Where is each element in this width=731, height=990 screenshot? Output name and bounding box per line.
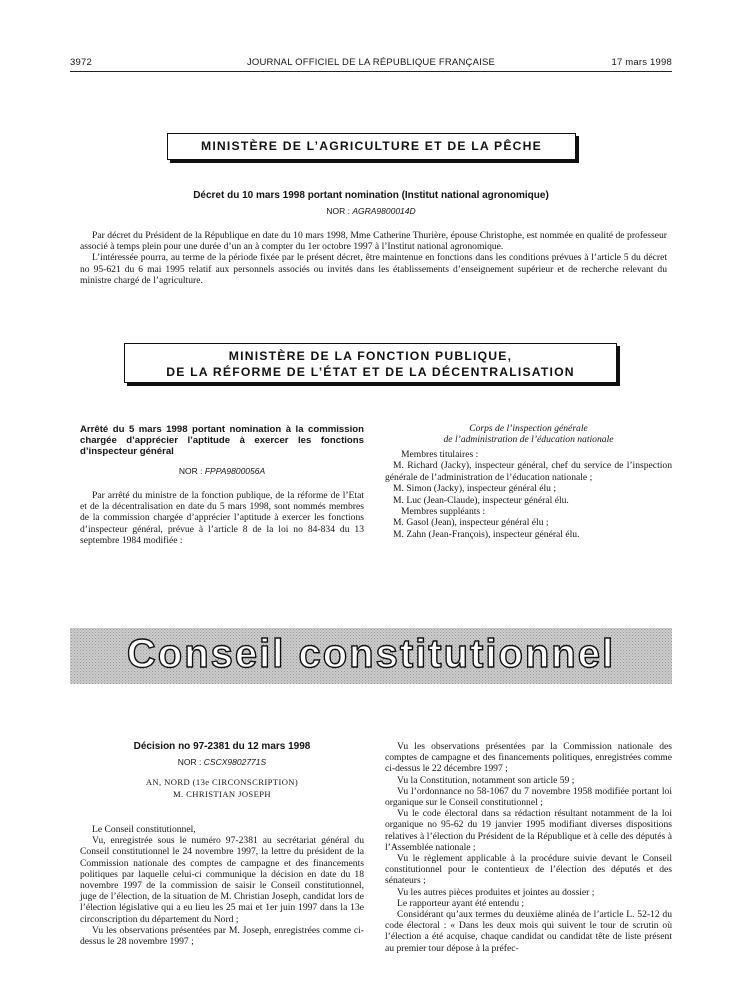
arrete-body: [80, 490, 364, 546]
conseil-constitutionnel-title: Conseil constitutionnel: [126, 632, 616, 676]
decree-paragraph: Par décret du Président de la République en date du 10 mars 1998, Mme Catherine Thurière, épouse Christophe, est nommée en qualité de professeur associé à temps plein pour une durée d’un an à compter du 1er octobre 1997 à l’Institut national agronomique.: [80, 230, 667, 253]
decree-body: [80, 230, 667, 286]
corps-heading-line1: Corps de l’inspection générale: [469, 423, 588, 434]
decision-nor: [80, 757, 364, 767]
issue-date: 17 mars 1998: [611, 57, 672, 68]
decision-title: Décision no 97-2381 du 12 mars 1998: [133, 741, 311, 752]
circonscription-line: AN, NORD (13e CIRCONSCRIPTION): [145, 777, 299, 787]
ministry-fonction-publique-box: [124, 343, 617, 383]
suppleants-heading: Membres suppléants :: [401, 506, 486, 518]
arrete-title: Arrêté du 5 mars 1998 portant nomination à la commission chargée d’apprécier l’aptitude à exercer les fonctions d’inspecteur général: [80, 424, 364, 457]
decision-right-column: [385, 741, 672, 954]
corps-heading-line2: de l’administration de l’éducation nationale: [443, 434, 614, 445]
ministry-agriculture-title: MINISTÈRE DE L’AGRICULTURE ET DE LA PÊCHE: [200, 139, 543, 153]
members-list: [385, 449, 672, 540]
decree-nor: [70, 206, 672, 216]
nor-label: NOR :: [326, 206, 350, 216]
decision-paragraph: Le Conseil constitutionnel,: [92, 824, 196, 835]
nor-code: CSCX9802771S: [203, 757, 267, 767]
arrete-paragraph: Par arrêté du ministre de la fonction publique, de la réforme de l’Etat et de la décentralisation en date du 5 mars 1998, sont nommés membres de la commission chargée d’apprécier l’aptitude à exercer les fonctions d’inspecteur général, prévue à l’article 8 de la loi no 84-834 du 13 septembre 1984 modifiée :: [80, 490, 364, 546]
decision-left-column: [80, 824, 364, 947]
arrete-nor: [80, 466, 364, 476]
page-number: 3972: [70, 57, 92, 68]
member-entry: M. Simon (Jacky), inspecteur général élu ;: [393, 483, 557, 495]
member-entry: M. Gasol (Jean), inspecteur général élu ;: [393, 517, 549, 529]
decision-paragraph: Vu les autres pièces produites et jointes au dossier ;: [397, 886, 595, 898]
nor-label: NOR :: [178, 466, 203, 476]
decision-paragraph: Considérant qu’aux termes du deuxième alinéa de l’article L. 52-12 du code électoral : « Dans les deux mois qui suivent le tour de scrutin où l’élection a été acquise, chaque candidat ou candidat tête de liste présent au premier tour dépose à la préfec-: [385, 909, 672, 954]
decision-paragraph: Le rapporteur ayant été entendu ;: [397, 897, 525, 909]
header-rule: [70, 71, 672, 72]
ministry-agriculture-box: [167, 133, 576, 160]
decision-paragraph: Vu les observations présentées par la Commission nationale des comptes de campagne et des financements politiques, enregistrées comme ci-dessus le 22 décembre 1997 ;: [385, 741, 672, 775]
corps-heading: [385, 423, 672, 445]
candidate-line: M. CHRISTIAN JOSEPH: [172, 789, 272, 799]
decision-paragraph: Vu la Constitution, notamment son article 59 ;: [397, 774, 575, 786]
ministry-fonction-publique-line1: MINISTÈRE DE LA FONCTION PUBLIQUE,: [228, 349, 513, 363]
member-entry: M. Richard (Jacky), inspecteur général, chef du service de l’inspection générale de l’administration de l’éducation nationale ;: [385, 460, 672, 483]
titulaires-heading: Membres titulaires :: [401, 449, 479, 460]
decision-paragraph: Vu le code électoral dans sa rédaction résultant notamment de la loi organique no 95-62 du 19 janvier 1995 modifiant diverses dispositions relatives à l’élection du Président de la République et à celle des députés à l’Assemblée nationale ;: [385, 808, 672, 853]
member-entry: M. Zahn (Jean-François), inspecteur général élu.: [393, 528, 580, 540]
member-entry: M. Luc (Jean-Claude), inspecteur général élu.: [393, 494, 569, 506]
journal-title: JOURNAL OFFICIEL DE LA RÉPUBLIQUE FRANÇAISE: [246, 57, 496, 68]
decision-paragraph: Vu les observations présentées par M. Joseph, enregistrées comme ci-dessus le 28 novembre 1997 ;: [80, 924, 364, 948]
nor-code: AGRA9800014D: [352, 206, 416, 216]
decision-paragraph: Vu, enregistrée sous le numéro 97-2381 au secrétariat général du Conseil constitutionnel le 24 novembre 1997, la lettre du président de la Commission nationale des comptes de campagne et des financements politiques par laquelle celui-ci communique la décision en date du 18 novembre 1997 de la commission de saisir le Conseil constitutionnel, juge de l’élection, de la situation de M. Christian Joseph, candidat lors de l’élection législative qui a eu lieu les 25 mai et 1er juin 1997 dans la 13e circonscription du département du Nord ;: [80, 835, 364, 925]
nor-code: FPPA9800056A: [204, 466, 266, 476]
decree-title: Décret du 10 mars 1998 portant nomination (Institut national agronomique): [193, 190, 549, 201]
nor-label: NOR :: [177, 757, 202, 767]
conseil-constitutionnel-banner: [70, 628, 672, 684]
decree-paragraph: L’intéressée pourra, au terme de la période fixée par le présent décret, être maintenue en fonctions dans les conditions prévues à l’article 5 du décret no 95-621 du 6 mai 1995 relatif aux personnels associés ou invités dans les établissements d’enseignement supérieur et de recherche relevant du ministre chargé de l’agriculture.: [80, 252, 667, 286]
ministry-fonction-publique-line2: DE LA RÉFORME DE L’ÉTAT ET DE LA DÉCENTRALISATION: [166, 365, 575, 379]
decision-paragraph: Vu l’ordonnance no 58-1067 du 7 novembre 1958 modifiée portant loi organique sur le Conseil constitutionnel ;: [385, 785, 672, 809]
decision-paragraph: Vu le règlement applicable à la procédure suivie devant le Conseil constitutionnel pour le contentieux de l’élection des députés et des sénateurs ;: [385, 853, 672, 887]
